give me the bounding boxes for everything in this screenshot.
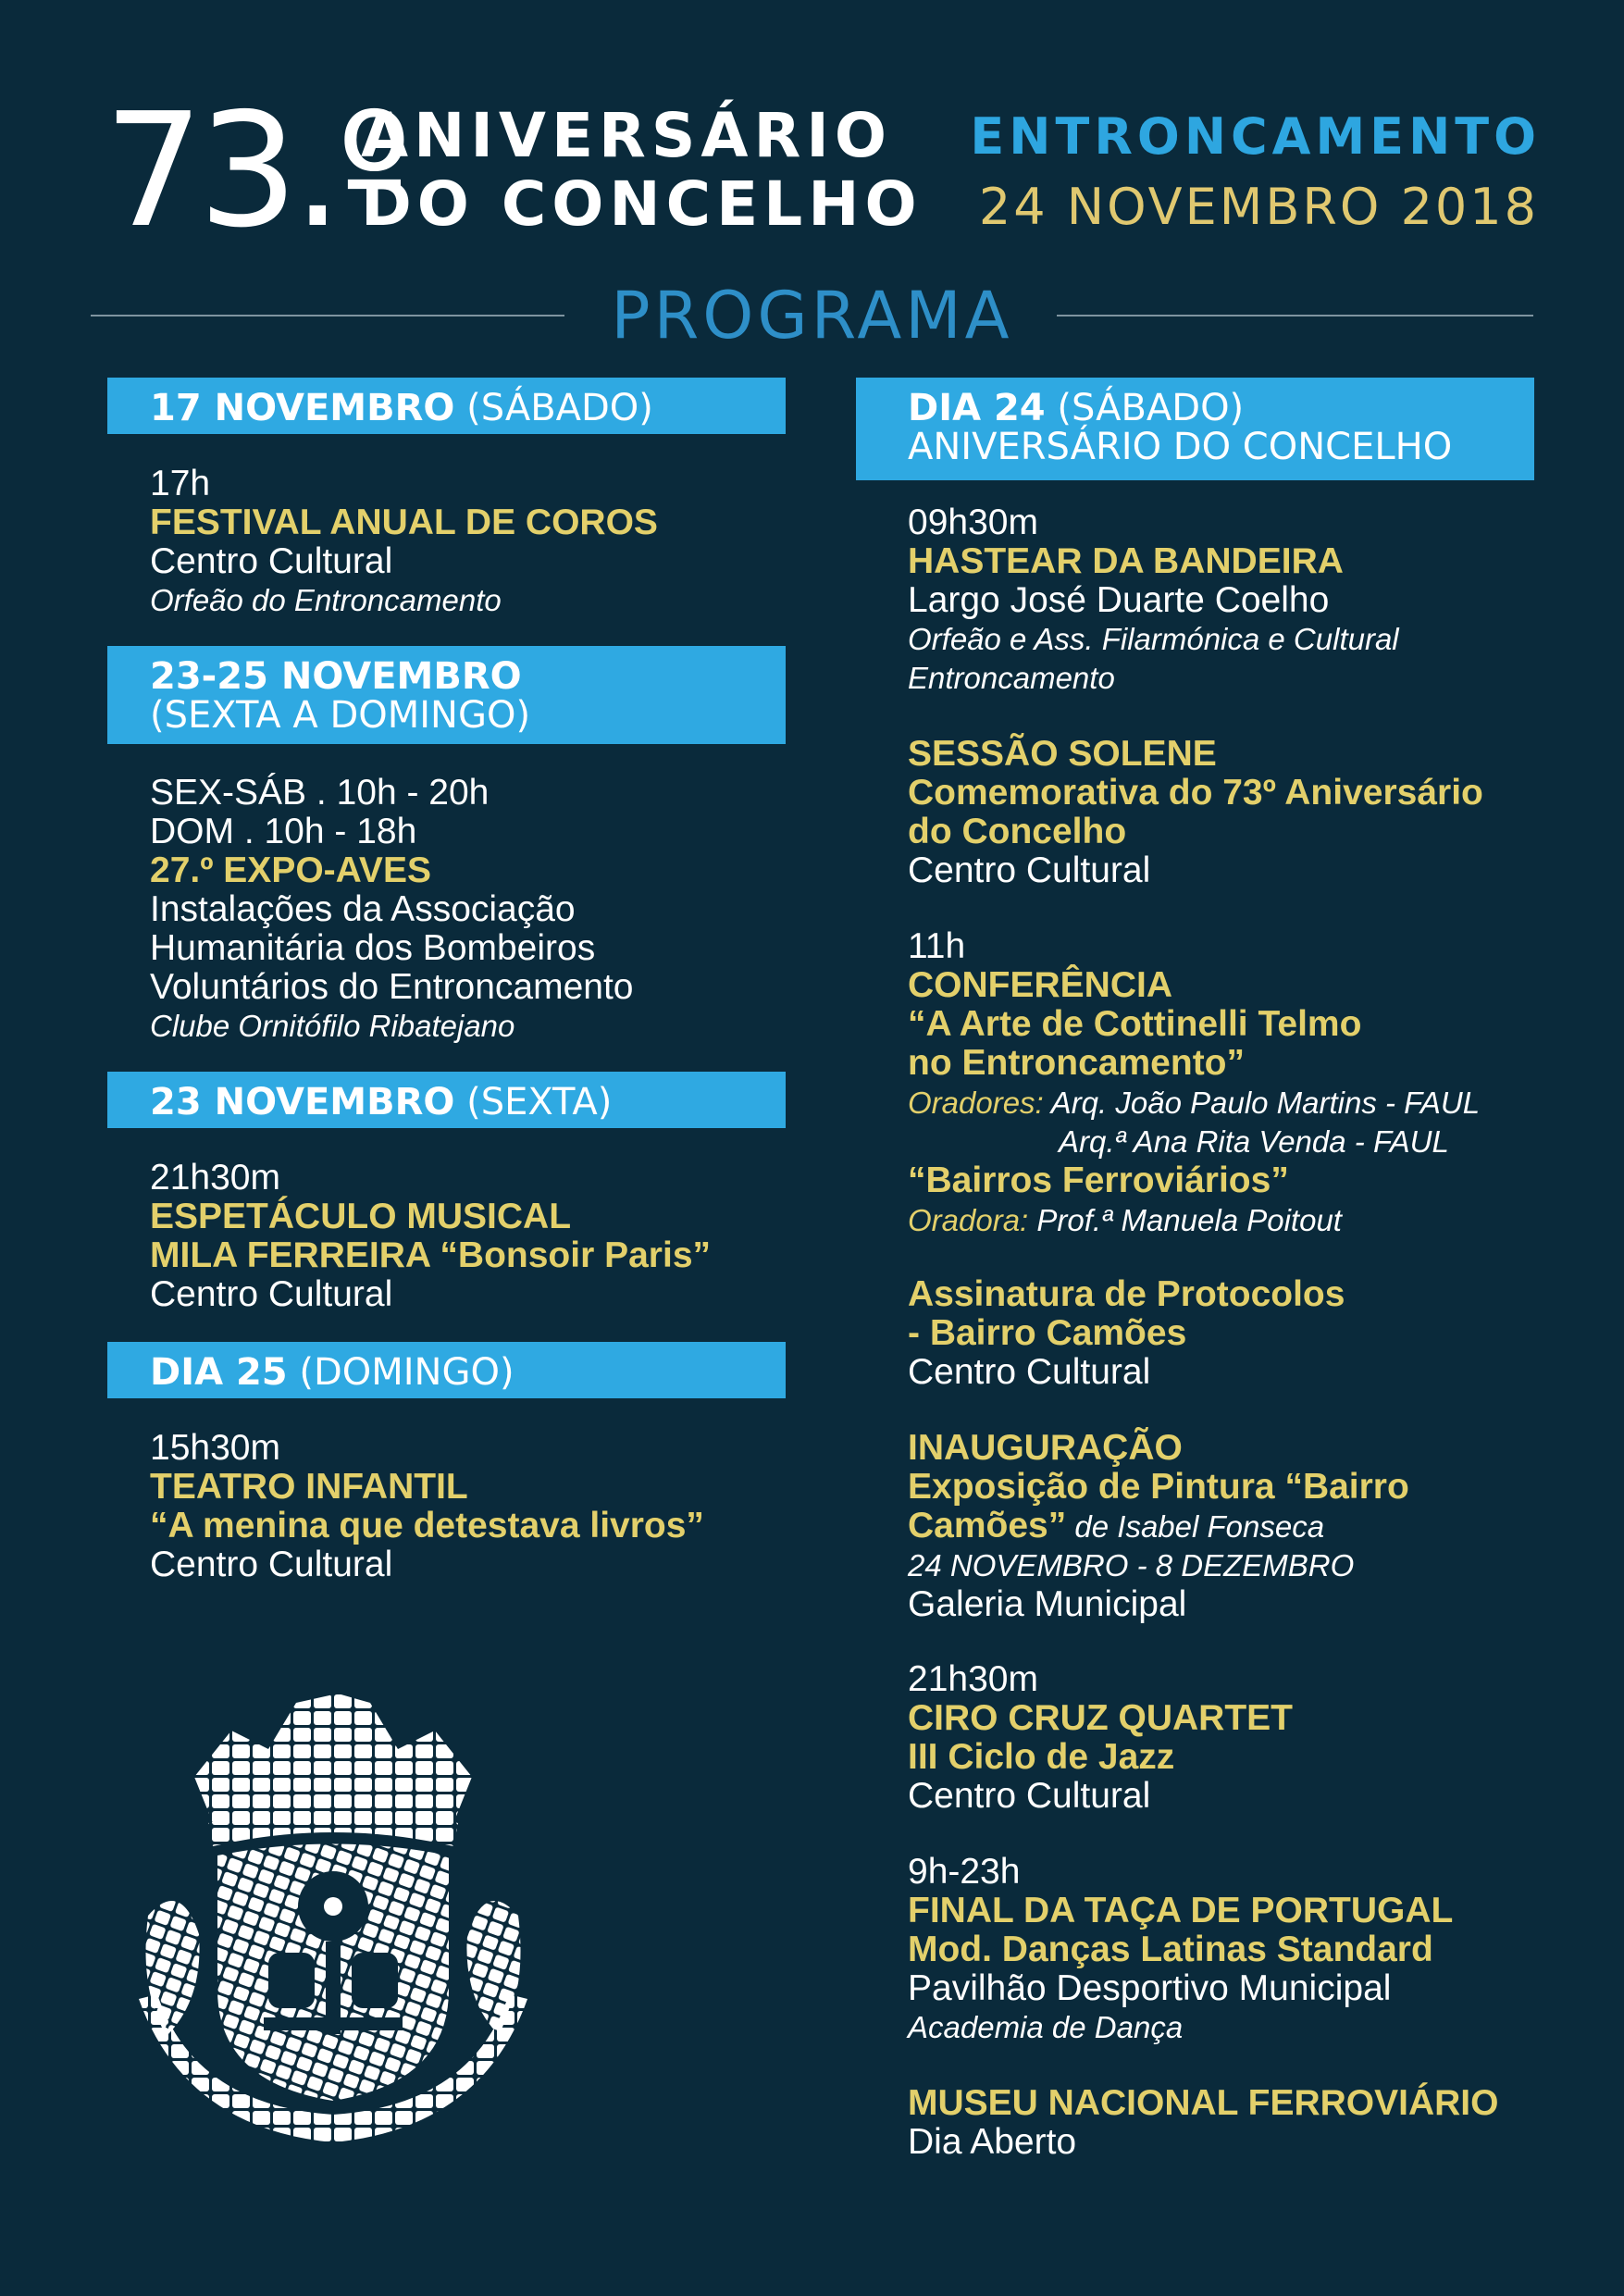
event-teatro-infantil <box>150 1429 704 1584</box>
event-place: Centro Cultural <box>908 850 1151 890</box>
event-museu-ferroviario <box>908 2084 1498 2162</box>
day-bar-weekday: (SÁBADO) <box>454 387 653 429</box>
event-place: Centro Cultural <box>150 541 393 581</box>
event-hastear-bandeira <box>908 503 1399 698</box>
title-line-2: DO CONCELHO <box>361 168 923 240</box>
event-title: “A menina que detestava livros” <box>150 1506 704 1545</box>
event-organizer: Orfeão do Entroncamento <box>150 583 502 617</box>
day-bar-weekday: (SEXTA) <box>454 1081 613 1123</box>
event-title: INAUGURAÇÃO <box>908 1428 1183 1468</box>
event-organizer: Entroncamento <box>908 661 1115 695</box>
event-title: SESSÃO SOLENE <box>908 734 1217 774</box>
event-place: Instalações da Associação <box>150 889 576 929</box>
event-title: Assinatura de Protocolos <box>908 1274 1345 1314</box>
day-bar-dia-25 <box>107 1342 786 1398</box>
event-title: HASTEAR DA BANDEIRA <box>908 541 1344 581</box>
event-place: Voluntários do Entroncamento <box>150 967 634 1007</box>
event-title: III Ciclo de Jazz <box>908 1737 1175 1777</box>
day-bar-weekday: (SEXTA A DOMINGO) <box>150 694 531 737</box>
event-place: Pavilhão Desportivo Municipal <box>908 1968 1392 2008</box>
speaker-name: Arq. João Paulo Martins - FAUL <box>1043 1086 1481 1120</box>
event-organizer: Academia de Dança <box>908 2010 1184 2044</box>
event-title: TEATRO INFANTIL <box>150 1467 468 1507</box>
event-organizer: Orfeão e Ass. Filarmónica e Cultural <box>908 622 1399 656</box>
event-title: CIRO CRUZ QUARTET <box>908 1698 1293 1738</box>
event-title: 27.º EXPO-AVES <box>150 850 431 890</box>
event-place: Centro Cultural <box>908 1352 1151 1392</box>
coat-of-arms-logo <box>130 1694 537 2152</box>
event-festival-coros <box>150 465 658 620</box>
event-time: 9h-23h <box>908 1852 1021 1892</box>
event-title: ESPETÁCULO MUSICAL <box>150 1197 572 1236</box>
day-bar-dia-24 <box>856 378 1534 480</box>
coat-of-arms-icon <box>130 1694 537 2147</box>
event-title: CONFERÊNCIA <box>908 965 1173 1005</box>
event-title: FINAL DA TAÇA DE PORTUGAL <box>908 1891 1454 1930</box>
day-bar-date: DIA 25 <box>150 1351 288 1394</box>
event-place: Dia Aberto <box>908 2122 1077 2162</box>
talk-title: no Entroncamento” <box>908 1043 1246 1083</box>
programa-heading: PROGRAMA <box>611 278 1013 354</box>
event-title: - Bairro Camões <box>908 1313 1187 1353</box>
city-name: ENTRONCAMENTO <box>970 107 1541 166</box>
event-time: DOM . 10h - 18h <box>150 812 417 851</box>
event-sessao-solene <box>908 735 1483 890</box>
event-author: de Isabel Fonseca <box>1066 1509 1325 1544</box>
event-place: Largo José Duarte Coelho <box>908 580 1330 620</box>
event-time: 21h30m <box>150 1158 280 1198</box>
speaker-name: Prof.ª Manuela Poitout <box>1028 1203 1342 1237</box>
title-line-1: ANIVERSÁRIO <box>361 100 892 171</box>
event-time: 21h30m <box>908 1659 1038 1699</box>
day-bar-subtitle: ANIVERSÁRIO DO CONCELHO <box>908 426 1453 468</box>
event-title: Mod. Danças Latinas Standard <box>908 1930 1433 1969</box>
event-final-taca <box>908 1853 1453 2047</box>
speaker-name: Arq.ª Ana Rita Venda - FAUL <box>1059 1124 1449 1159</box>
event-place: Galeria Municipal <box>908 1584 1187 1624</box>
day-bar-date: 23-25 NOVEMBRO <box>150 655 522 698</box>
event-conferencia <box>908 927 1480 1240</box>
speakers-label: Oradores: <box>908 1086 1044 1120</box>
day-bar-23-25-nov <box>107 646 786 744</box>
event-ciro-cruz-quartet <box>908 1660 1293 1816</box>
anniversary-number: 73.º <box>104 80 406 263</box>
event-assinatura-protocolos <box>908 1275 1345 1392</box>
event-place: Humanitária dos Bombeiros <box>150 928 596 968</box>
event-title: Comemorativa do 73º Aniversário <box>908 773 1483 813</box>
event-date: 24 NOVEMBRO 2018 <box>978 178 1539 236</box>
event-title: Exposição de Pintura “Bairro <box>908 1467 1409 1507</box>
day-bar-23-nov <box>107 1072 786 1128</box>
talk-title: “Bairros Ferroviários” <box>908 1160 1289 1200</box>
event-organizer: Clube Ornitófilo Ribatejano <box>150 1009 515 1043</box>
event-place: Centro Cultural <box>908 1776 1151 1816</box>
event-inauguracao <box>908 1429 1409 1624</box>
talk-title: “A Arte de Cottinelli Telmo <box>908 1004 1362 1044</box>
event-time: 11h <box>908 926 966 966</box>
event-title: do Concelho <box>908 812 1127 851</box>
day-bar-17-nov <box>107 378 786 434</box>
event-time: 15h30m <box>150 1428 280 1468</box>
event-title: Camões” <box>908 1506 1067 1545</box>
event-time: SEX-SÁB . 10h - 20h <box>150 773 490 813</box>
event-espetaculo-musical <box>150 1159 711 1314</box>
event-title: FESTIVAL ANUAL DE COROS <box>150 503 658 542</box>
speaker-label: Oradora: <box>908 1203 1029 1237</box>
event-place: Centro Cultural <box>150 1545 393 1584</box>
day-bar-date: DIA 24 <box>908 387 1046 429</box>
day-bar-weekday: (DOMINGO) <box>287 1351 514 1394</box>
day-bar-weekday: (SÁBADO) <box>1045 387 1245 429</box>
day-bar-date: 17 NOVEMBRO <box>150 387 455 429</box>
event-time: 17h <box>150 464 211 503</box>
event-dates: 24 NOVEMBRO - 8 DEZEMBRO <box>908 1548 1355 1582</box>
event-expo-aves <box>150 774 634 1046</box>
event-title: MILA FERREIRA “Bonsoir Paris” <box>150 1235 712 1275</box>
day-bar-date: 23 NOVEMBRO <box>150 1081 455 1123</box>
event-title: MUSEU NACIONAL FERROVIÁRIO <box>908 2083 1499 2123</box>
event-time: 09h30m <box>908 503 1038 542</box>
event-place: Centro Cultural <box>150 1274 393 1314</box>
